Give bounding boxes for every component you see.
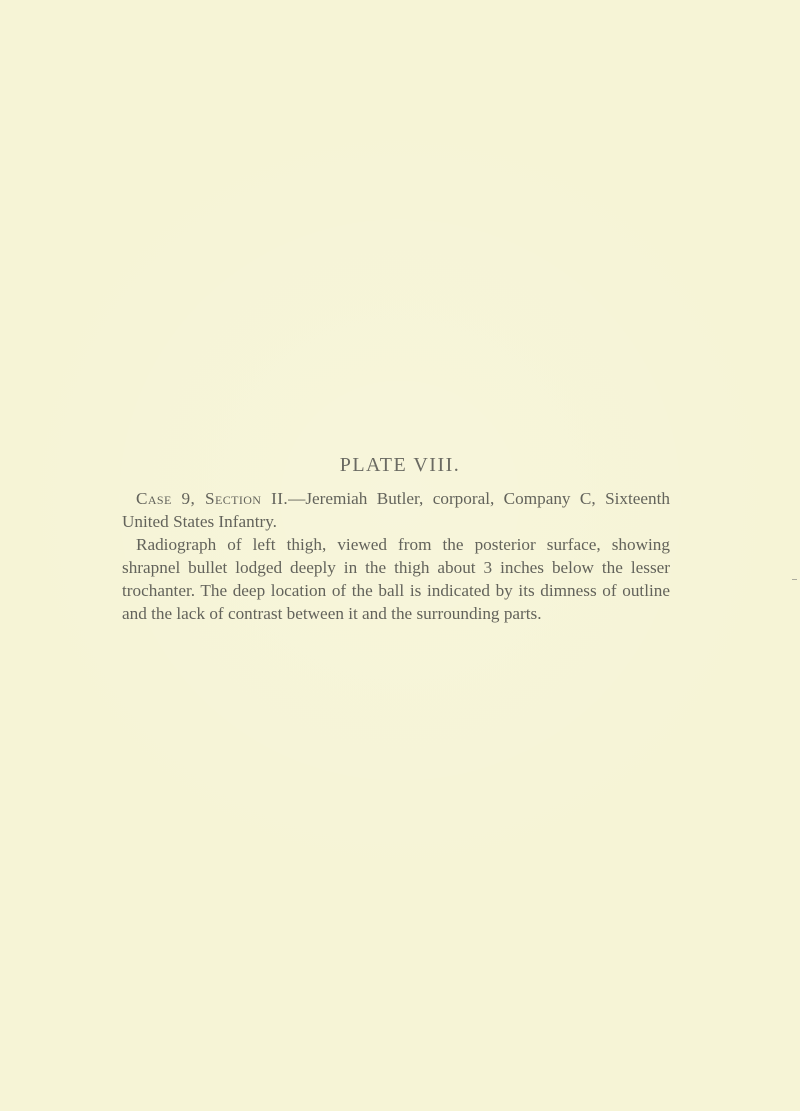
patient-description: —Jeremiah Butler, corporal, Company C, Sixteenth United States Infantry. — [122, 489, 670, 531]
margin-mark — [792, 579, 797, 580]
radiograph-description: Radiograph of left thigh, viewed from the posterior surface, showing shrapnel bullet lodged deeply in the thigh about 3 inches below the lesser trochanter. The deep location of the ball is indicated by its dimness of outline and the lack of contrast between it and the surrounding parts. — [122, 535, 670, 623]
case-section-label: Case 9, Section II. — [136, 489, 289, 508]
plate-caption — [122, 487, 670, 625]
case-identification-paragraph — [122, 487, 670, 533]
plate-title: PLATE VIII. — [339, 454, 461, 476]
